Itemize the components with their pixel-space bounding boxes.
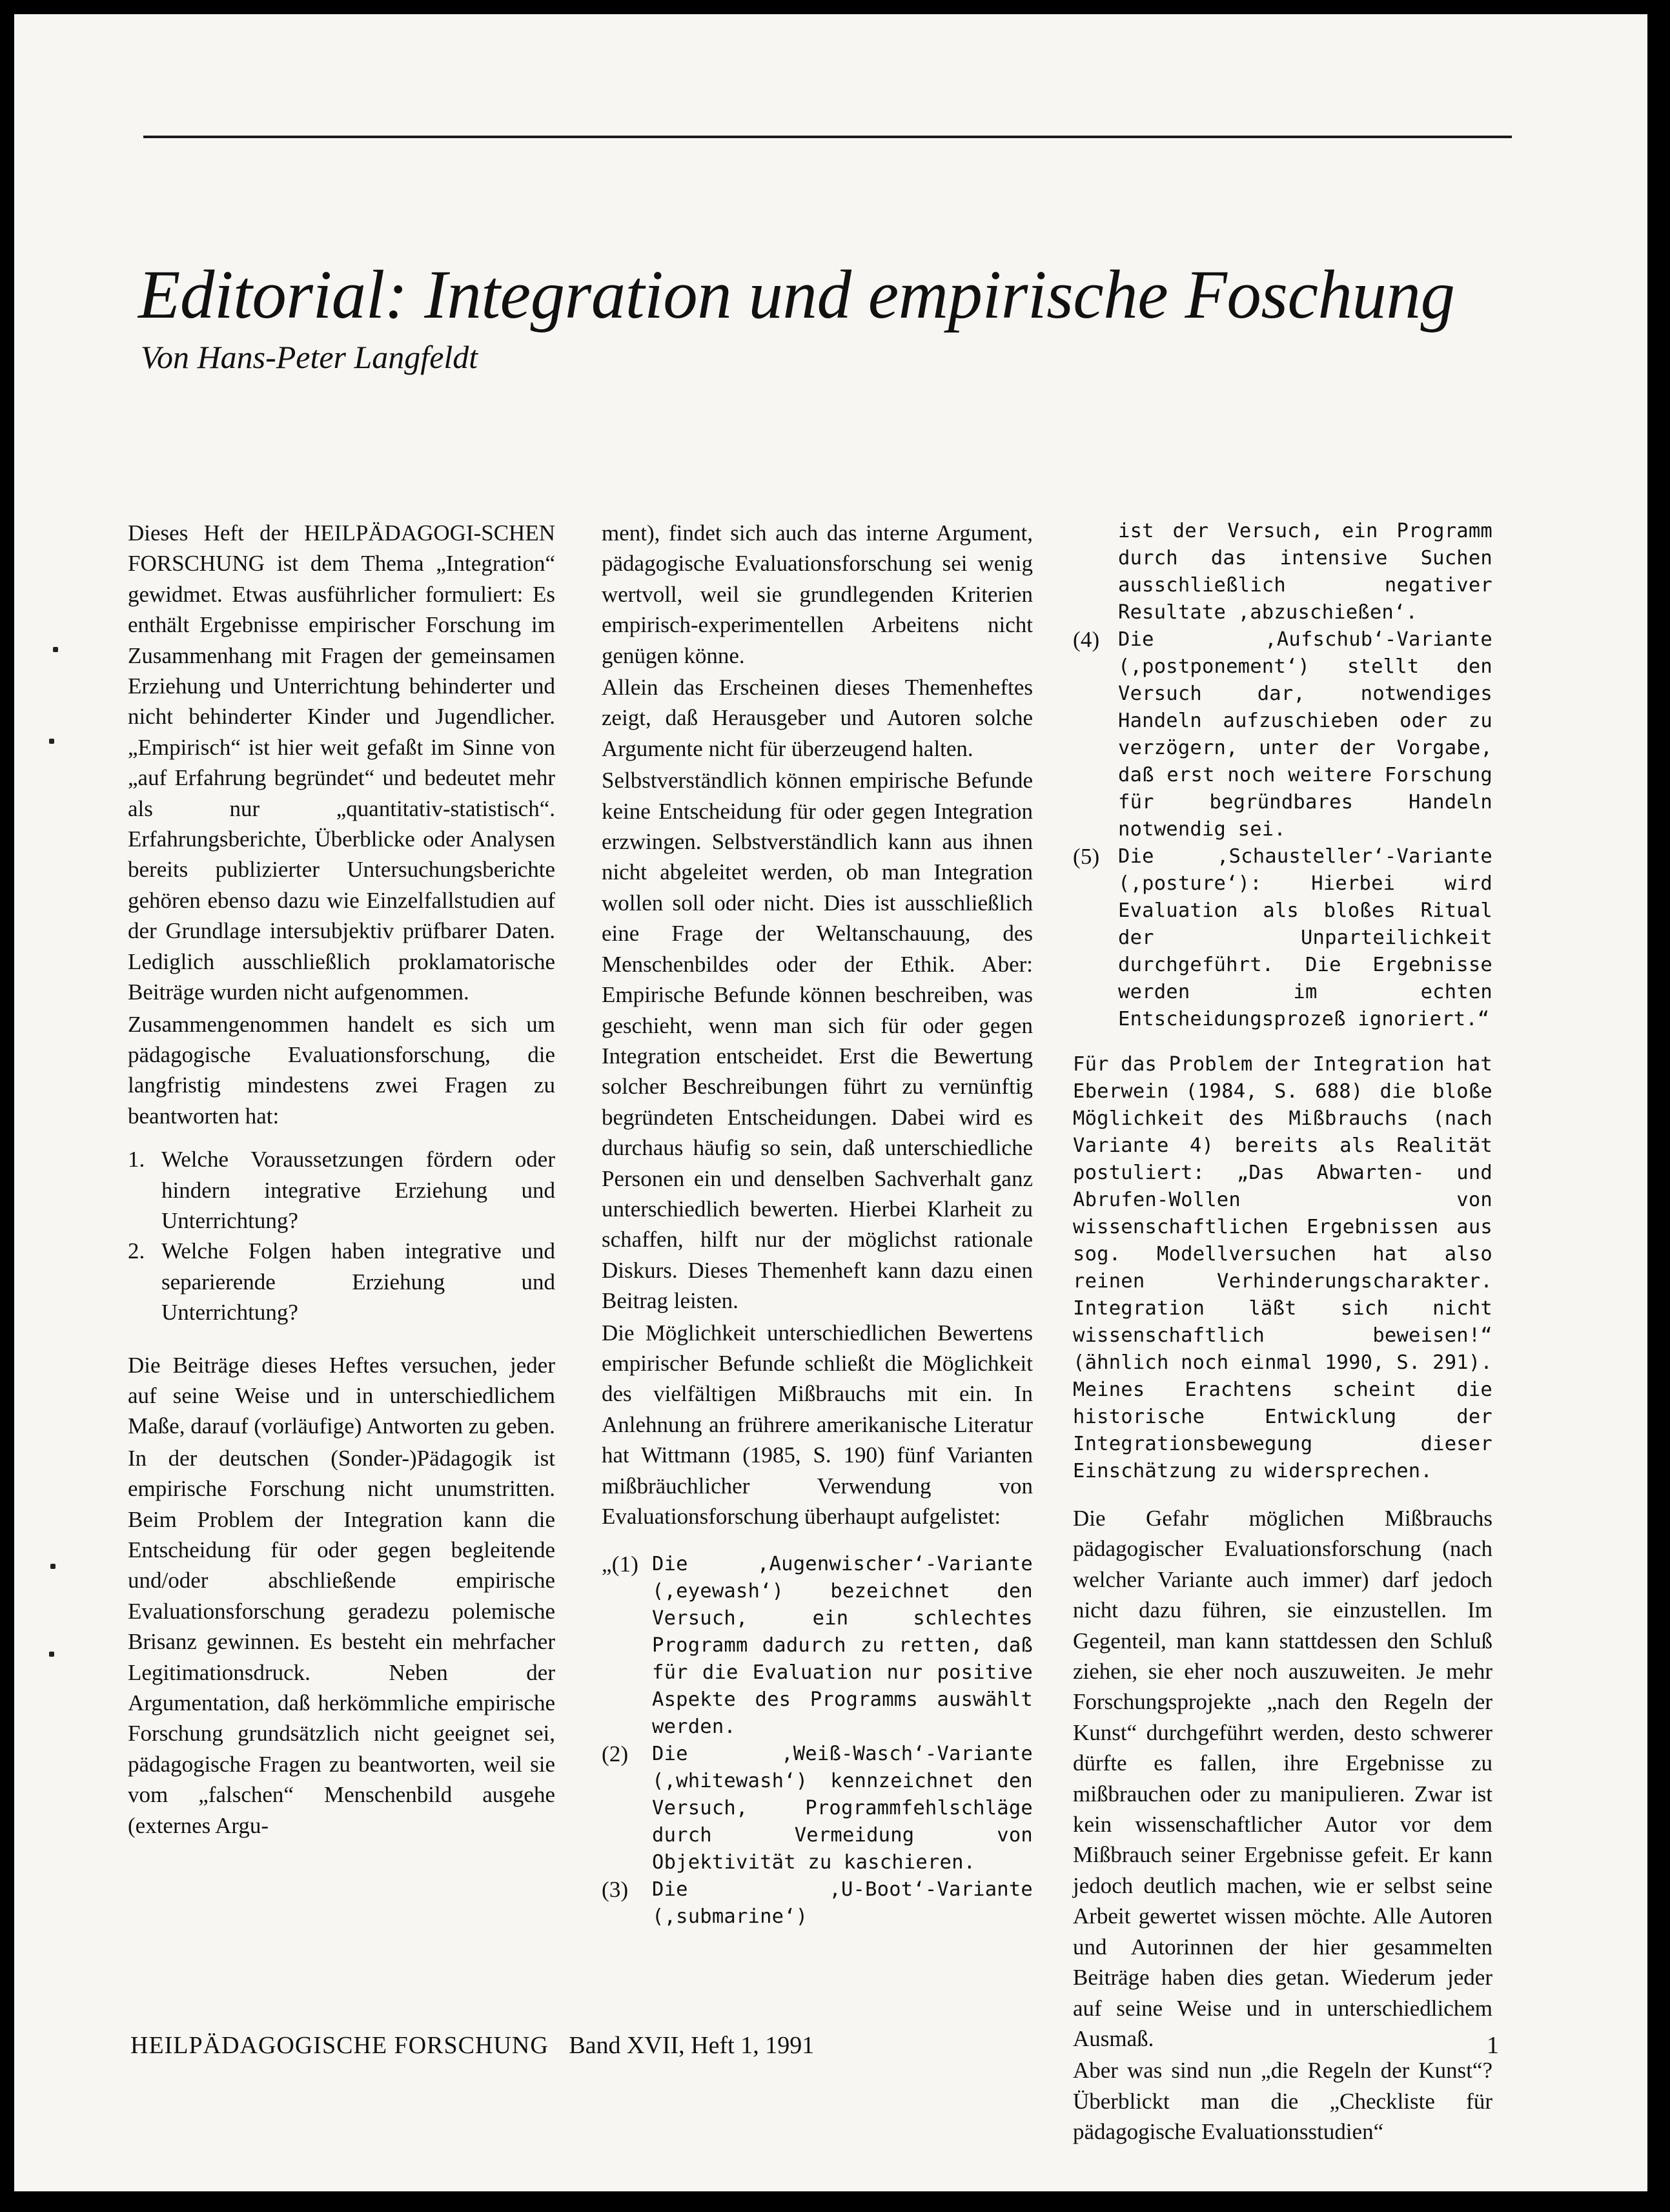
- author-byline: Von Hans-Peter Langfeldt: [141, 339, 478, 375]
- list-number: 2.: [128, 1238, 145, 1264]
- page-number: 1: [1487, 2032, 1499, 2059]
- page-sheet: [14, 14, 1647, 2191]
- list-item: [128, 1144, 555, 1236]
- list-text: Die ‚Schausteller‘-Variante (‚posture‘): Hierbei wird Evaluation als bloßes Ritual der Unparteilichkeit durchgeführt. Die Ergebnisse werden im echten Entscheidungsprozeß ignoriert.“: [1118, 845, 1492, 1030]
- paragraph: Selbstverständlich können empirische Befunde keine Entscheidung für oder gegen Integration erzwingen. Selbstverständlich kann aus ihnen nicht abgeleitet werden, ob man Integration wollen soll oder nicht. Dies ist ausschließlich eine Frage der Weltanschauung, des Menschenbildes oder der Ethik. Aber: Empirische Befunde können beschreiben, was geschieht, wenn man sich für oder gegen Integration entscheidet. Erst die Bewertung solcher Beschreibungen führt zu vernünftig begründeten Entscheidungen. Dabei wird es durchaus häufig so sein, daß unterschiedliche Personen ein und denselben Sachverhalt ganz unterschiedlich bewerten. Hierbei Klarheit zu schaffen, hilft nur der möglichst rationale Diskurs. Dieses Themenheft kann dazu einen Beitrag leisten.: [602, 768, 1033, 1314]
- list-text: Die ‚Augenwischer‘-Variante (‚eyewash‘) bezeichnet den Versuch, ein schlechtes Programm dadurch zu retten, daß für die Evaluation nur positive Aspekte des Programms auswählt werden.: [652, 1553, 1033, 1739]
- variants-list: [602, 1551, 1033, 1930]
- page-footer: [130, 2030, 1512, 2061]
- list-item: [602, 1876, 1033, 1930]
- header-rule: [143, 136, 1512, 138]
- list-text: Welche Voraussetzungen fördern oder hindern integrative Erziehung und Unterrichtung?: [161, 1147, 555, 1233]
- issue-info: Band XVII, Heft 1, 1991: [569, 2032, 815, 2059]
- list-text: Die ‚U-Boot‘-Variante (‚submarine‘): [652, 1878, 1033, 1929]
- paragraph: In der deutschen (Sonder-)Pädagogik ist empirische Forschung nicht unumstritten. Beim Problem der Integration kann die Entscheidung für oder gegen begleitende und/oder abschließende empirische Evaluationsforschung geradezu polemische Brisanz gewinnen. Es besteht ein mehrfacher Legitimationsdruck. Neben der Argumentation, daß herkömmliche empirische Forschung grundsätzlich nicht geeignet sei, pädagogische Fragen zu beantworten, weil sie vom „falschen“ Menschenbild ausgehe (externes Argu-: [128, 1445, 555, 1838]
- list-number: 1.: [128, 1147, 145, 1173]
- list-text: Die ‚Aufschub‘-Variante (‚postponement‘) stellt den Versuch dar, notwendiges Handeln aufzuschieben oder zu verzögern, unter der Vorgabe, daß erst noch weitere Forschung für begründbares Handeln notwendig sei.: [1118, 628, 1492, 841]
- column-3: [1073, 518, 1492, 2147]
- paragraph: Allein das Erscheinen dieses Themenheftes zeigt, daß Herausgeber und Autoren solche Argumente nicht für überzeugend halten.: [602, 675, 1033, 761]
- list-text: Welche Folgen haben integrative und separierende Erziehung und Unterrichtung?: [161, 1238, 555, 1326]
- paragraph: Die Möglichkeit unterschiedlichen Bewertens empirischer Befunde schließt die Möglichkeit des vielfältigen Mißbrauchs mit ein. In Anlehnung an frührere amerikanische Literatur hat Wittmann (1985, S. 190) fünf Varianten mißbräuchlicher Verwendung von Evaluationsforschung überhaupt aufgelistet:: [602, 1320, 1033, 1529]
- column-1: [128, 518, 555, 1841]
- list-number: (2): [602, 1741, 629, 1767]
- article-title: Editorial: Integration und empirische Foschung: [138, 257, 1455, 333]
- margin-mark: [50, 1564, 56, 1569]
- paragraph: ment), findet sich auch das interne Argument, pädagogische Evaluationsforschung sei wenig wertvoll, weil sie grundlegenden Kriterien empirisch-experimentellen Arbeitens nicht genügen könne.: [602, 520, 1033, 668]
- list-number: „(1): [602, 1551, 639, 1577]
- list-number: (4): [1073, 627, 1100, 652]
- list-number: (5): [1073, 844, 1100, 869]
- list-continuation: ist der Versuch, ein Programm durch das intensive Suchen ausschließlich negativer Resultate ‚abzuschießen‘.: [1118, 520, 1492, 624]
- list-item: [602, 1741, 1033, 1876]
- list-item: [1073, 843, 1492, 1033]
- list-item: [602, 1551, 1033, 1741]
- margin-mark: [53, 647, 58, 652]
- list-item: [1073, 626, 1492, 843]
- paragraph: Zusammengenommen handelt es sich um pädagogische Evaluationsforschung, die langfristig mindestens zwei Fragen zu beantworten hat:: [128, 1011, 555, 1129]
- paragraph: Dieses Heft der HEILPÄDAGOGI-SCHEN FORSCHUNG ist dem Thema „Integration“ gewidmet. Etwas ausführlicher formuliert: Es enthält Ergebnisse empirischer Forschung im Zusammenhang mit Fragen der gemeinsamen Erziehung und Unterrichtung behinderter und nicht behinderter Kinder und Jugendlicher. „Empirisch“ ist hier weit gefaßt im Sinne von „auf Erfahrung begründet“ und bedeutet mehr als nur „quantitativ-statistisch“. Erfahrungsberichte, Überblicke oder Analysen bereits publizierter Untersuchungsberichte gehören ebenso dazu wie Einzelfallstudien auf der Grundlage intersubjektiv prüfbarer Daten. Lediglich ausschließlich proklamatorische Beiträge wurden nicht aufgenommen.: [128, 520, 555, 1005]
- paragraph: Für das Problem der Integration hat Eberwein (1984, S. 688) die bloße Möglichkeit des Mißbrauchs (nach Variante 4) bereits als Realität postuliert: „Das Abwarten- und Abrufen-Wollen von wissenschaftlichen Ergebnissen aus sog. Modellversuchen hat also reinen Verhinderungscharakter. Integration läßt sich nicht wissenschaftlich beweisen!“ (ähnlich noch einmal 1990, S. 291). Meines Erachtens scheint die historische Entwicklung der Integrationsbewegung dieser Einschätzung zu widersprechen.: [1073, 1053, 1492, 1482]
- margin-mark: [49, 739, 54, 744]
- column-2: [602, 518, 1033, 1930]
- paragraph: Die Beiträge dieses Heftes versuchen, jeder auf seine Weise und in unterschiedlichem Maße, darauf (vorläufige) Antworten zu geben.: [128, 1352, 555, 1439]
- list-item: [128, 1236, 555, 1327]
- list-text: Die ‚Weiß-Wasch‘-Variante (‚whitewash‘) kennzeichnet den Versuch, Programmfehlschläge durch Vermeidung von Objektivität zu kaschieren.: [652, 1743, 1033, 1874]
- margin-mark: [49, 1652, 54, 1657]
- paragraph: Die Gefahr möglichen Mißbrauchs pädagogischer Evaluationsforschung (nach welcher Variante auch immer) darf jedoch nicht dazu führen, sie einzustellen. Im Gegenteil, man kann stattdessen den Schluß ziehen, sie eher noch auszuweiten. Je mehr Forschungsprojekte „nach den Regeln der Kunst“ durchgeführt werden, desto schwerer dürfte es fallen, ihre Ergebnisse zu mißbrauchen oder zu manipulieren. Zwar ist kein wissenschaftlicher Autor vor dem Mißbrauch seiner Ergebnisse gefeit. Er kann jedoch deutlich machen, wie er selbst seine Arbeit gewertet wissen möchte. Alle Autoren und Autorinnen der hier gesammelten Beiträge haben dies getan. Wiederum jeder auf seine Weise und in unterschiedlichem Ausmaß.: [1073, 1506, 1492, 2051]
- list-number: (3): [602, 1877, 629, 1903]
- journal-name: HEILPÄDAGOGISCHE FORSCHUNG: [130, 2032, 549, 2059]
- questions-list: [128, 1144, 555, 1327]
- paragraph: Aber was sind nun „die Regeln der Kunst“? Überblickt man die „Checkliste für pädagogische Evaluationsstudien“: [1073, 2058, 1492, 2145]
- variants-list-continued: [1073, 626, 1492, 1033]
